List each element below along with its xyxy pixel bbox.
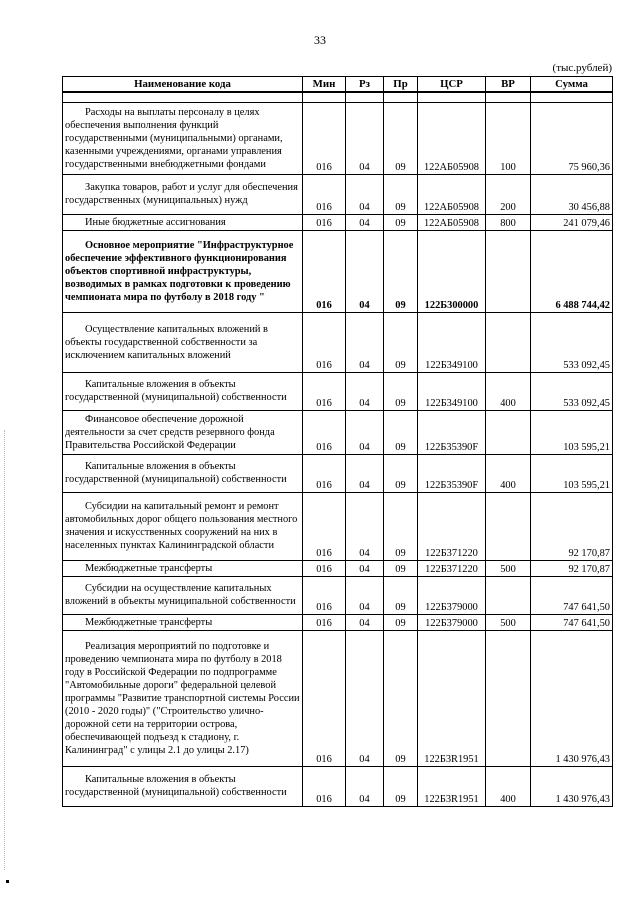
row-min: 016 (303, 102, 346, 174)
row-min: 016 (303, 630, 346, 766)
row-name: Капитальные вложения в объекты государственной (муниципальной) собственности (63, 766, 303, 806)
row-sum: 533 092,45 (531, 372, 613, 410)
row-csr: 122Б35390F (418, 454, 486, 492)
row-rz: 04 (346, 630, 384, 766)
row-csr: 122АБ05908 (418, 174, 486, 214)
row-sum: 747 641,50 (531, 614, 613, 630)
row-vr (486, 630, 531, 766)
table-row (63, 410, 613, 454)
row-vr: 200 (486, 174, 531, 214)
table-row (63, 102, 613, 174)
row-min: 016 (303, 576, 346, 614)
row-sum: 92 170,87 (531, 492, 613, 560)
row-csr: 122Б35390F (418, 410, 486, 454)
row-vr (486, 576, 531, 614)
row-rz: 04 (346, 214, 384, 230)
row-rz: 04 (346, 576, 384, 614)
row-csr: 122Б371220 (418, 492, 486, 560)
row-vr: 800 (486, 214, 531, 230)
row-rz: 04 (346, 174, 384, 214)
row-min: 016 (303, 410, 346, 454)
row-min: 016 (303, 230, 346, 312)
row-min: 016 (303, 560, 346, 576)
row-pr: 09 (384, 630, 418, 766)
row-sum: 103 595,21 (531, 454, 613, 492)
row-min: 016 (303, 614, 346, 630)
row-csr: 122Б371220 (418, 560, 486, 576)
scan-mark (6, 880, 9, 883)
row-min: 016 (303, 454, 346, 492)
row-rz: 04 (346, 454, 384, 492)
row-rz: 04 (346, 614, 384, 630)
row-pr: 09 (384, 230, 418, 312)
row-name: Расходы на выплаты персоналу в целях обеспечения выполнения функций государственными (муниципальными) органами, казенными учреждениями, органами управления государственными внебюджетными фондами (63, 102, 303, 174)
row-name: Субсидии на осуществление капитальных вложений в объекты муниципальной собственности (63, 576, 303, 614)
header-csr: ЦСР (418, 77, 486, 93)
row-sum: 92 170,87 (531, 560, 613, 576)
row-name: Основное мероприятие "Инфраструктурное обеспечение эффективного функционирования объектов спортивной инфраструктуры, возводимых в рамках подготовки к проведению чемпионата мира по футболу в 2018 году " (63, 230, 303, 312)
row-sum: 1 430 976,43 (531, 630, 613, 766)
row-pr: 09 (384, 560, 418, 576)
row-rz: 04 (346, 560, 384, 576)
row-name: Субсидии на капитальный ремонт и ремонт автомобильных дорог общего пользования местного значения и искусственных сооружений на них в населенных пунктах Калининградской области (63, 492, 303, 560)
row-sum: 241 079,46 (531, 214, 613, 230)
row-rz: 04 (346, 102, 384, 174)
table-row (63, 174, 613, 214)
row-vr: 400 (486, 454, 531, 492)
row-pr: 09 (384, 766, 418, 806)
row-vr: 500 (486, 614, 531, 630)
row-pr: 09 (384, 410, 418, 454)
table-row (63, 614, 613, 630)
table-row (63, 560, 613, 576)
budget-table (62, 76, 613, 807)
row-csr: 122АБ05908 (418, 102, 486, 174)
units-label: (тыс.рублей) (552, 62, 612, 74)
row-csr: 122Б349100 (418, 372, 486, 410)
row-vr (486, 410, 531, 454)
row-name: Межбюджетные трансферты (63, 560, 303, 576)
header-min: Мин (303, 77, 346, 93)
row-name: Межбюджетные трансферты (63, 614, 303, 630)
row-name: Капитальные вложения в объекты государственной (муниципальной) собственности (63, 372, 303, 410)
row-pr: 09 (384, 576, 418, 614)
row-sum: 533 092,45 (531, 312, 613, 372)
row-min: 016 (303, 312, 346, 372)
row-min: 016 (303, 214, 346, 230)
header-pr: Пр (384, 77, 418, 93)
table-row (63, 766, 613, 806)
header-vr: ВР (486, 77, 531, 93)
row-rz: 04 (346, 492, 384, 560)
row-pr: 09 (384, 214, 418, 230)
row-vr: 400 (486, 372, 531, 410)
row-min: 016 (303, 766, 346, 806)
row-rz: 04 (346, 372, 384, 410)
table-row (63, 492, 613, 560)
table-row (63, 576, 613, 614)
row-pr: 09 (384, 372, 418, 410)
table-row (63, 230, 613, 312)
row-pr: 09 (384, 312, 418, 372)
row-sum: 30 456,88 (531, 174, 613, 214)
row-csr: 122Б379000 (418, 576, 486, 614)
table-row (63, 454, 613, 492)
page-number: 33 (314, 33, 326, 47)
row-vr: 500 (486, 560, 531, 576)
row-vr (486, 230, 531, 312)
row-sum: 1 430 976,43 (531, 766, 613, 806)
row-rz: 04 (346, 410, 384, 454)
row-pr: 09 (384, 102, 418, 174)
header-name: Наименование кода (63, 77, 303, 93)
row-csr: 122Б379000 (418, 614, 486, 630)
row-min: 016 (303, 492, 346, 560)
row-vr (486, 312, 531, 372)
row-name: Осуществление капитальных вложений в объекты государственной собственности за исключением капитальных вложений (63, 312, 303, 372)
row-rz: 04 (346, 230, 384, 312)
row-csr: 122Б3R1951 (418, 630, 486, 766)
row-rz: 04 (346, 312, 384, 372)
table-row (63, 372, 613, 410)
row-name: Реализация мероприятий по подготовке и проведению чемпионата мира по футболу в 2018 году в Российской Федерации по подпрограмме "Автомобильные дороги" федеральной целевой программы "Развитие транспортной системы России (2010 - 2020 годы)" ("Строительство улично-дорожной сети на территории острова, обеспечивающей подъезд к стадиону, г. Калининград" с улицы 2.1 до улицы 2.17) (63, 630, 303, 766)
row-sum: 75 960,36 (531, 102, 613, 174)
header-sum: Сумма (531, 77, 613, 93)
row-rz: 04 (346, 766, 384, 806)
row-pr: 09 (384, 174, 418, 214)
row-min: 016 (303, 372, 346, 410)
row-sum: 103 595,21 (531, 410, 613, 454)
row-csr: 122Б3R1951 (418, 766, 486, 806)
table-row (63, 630, 613, 766)
row-name: Финансовое обеспечение дорожной деятельности за счет средств резервного фонда Правительства Российской Федерации (63, 410, 303, 454)
row-csr: 122АБ05908 (418, 214, 486, 230)
row-pr: 09 (384, 454, 418, 492)
row-min: 016 (303, 174, 346, 214)
scan-margin-dots (4, 430, 6, 870)
row-name: Иные бюджетные ассигнования (63, 214, 303, 230)
table-row (63, 214, 613, 230)
row-sum: 747 641,50 (531, 576, 613, 614)
row-vr: 100 (486, 102, 531, 174)
table-row (63, 312, 613, 372)
header-row (63, 77, 613, 93)
row-pr: 09 (384, 614, 418, 630)
header-rz: Рз (346, 77, 384, 93)
row-name: Закупка товаров, работ и услуг для обеспечения государственных (муниципальных) нужд (63, 174, 303, 214)
row-name: Капитальные вложения в объекты государственной (муниципальной) собственности (63, 454, 303, 492)
row-vr (486, 492, 531, 560)
row-sum: 6 488 744,42 (531, 230, 613, 312)
row-csr: 122Б349100 (418, 312, 486, 372)
row-pr: 09 (384, 492, 418, 560)
row-vr: 400 (486, 766, 531, 806)
row-csr: 122Б300000 (418, 230, 486, 312)
